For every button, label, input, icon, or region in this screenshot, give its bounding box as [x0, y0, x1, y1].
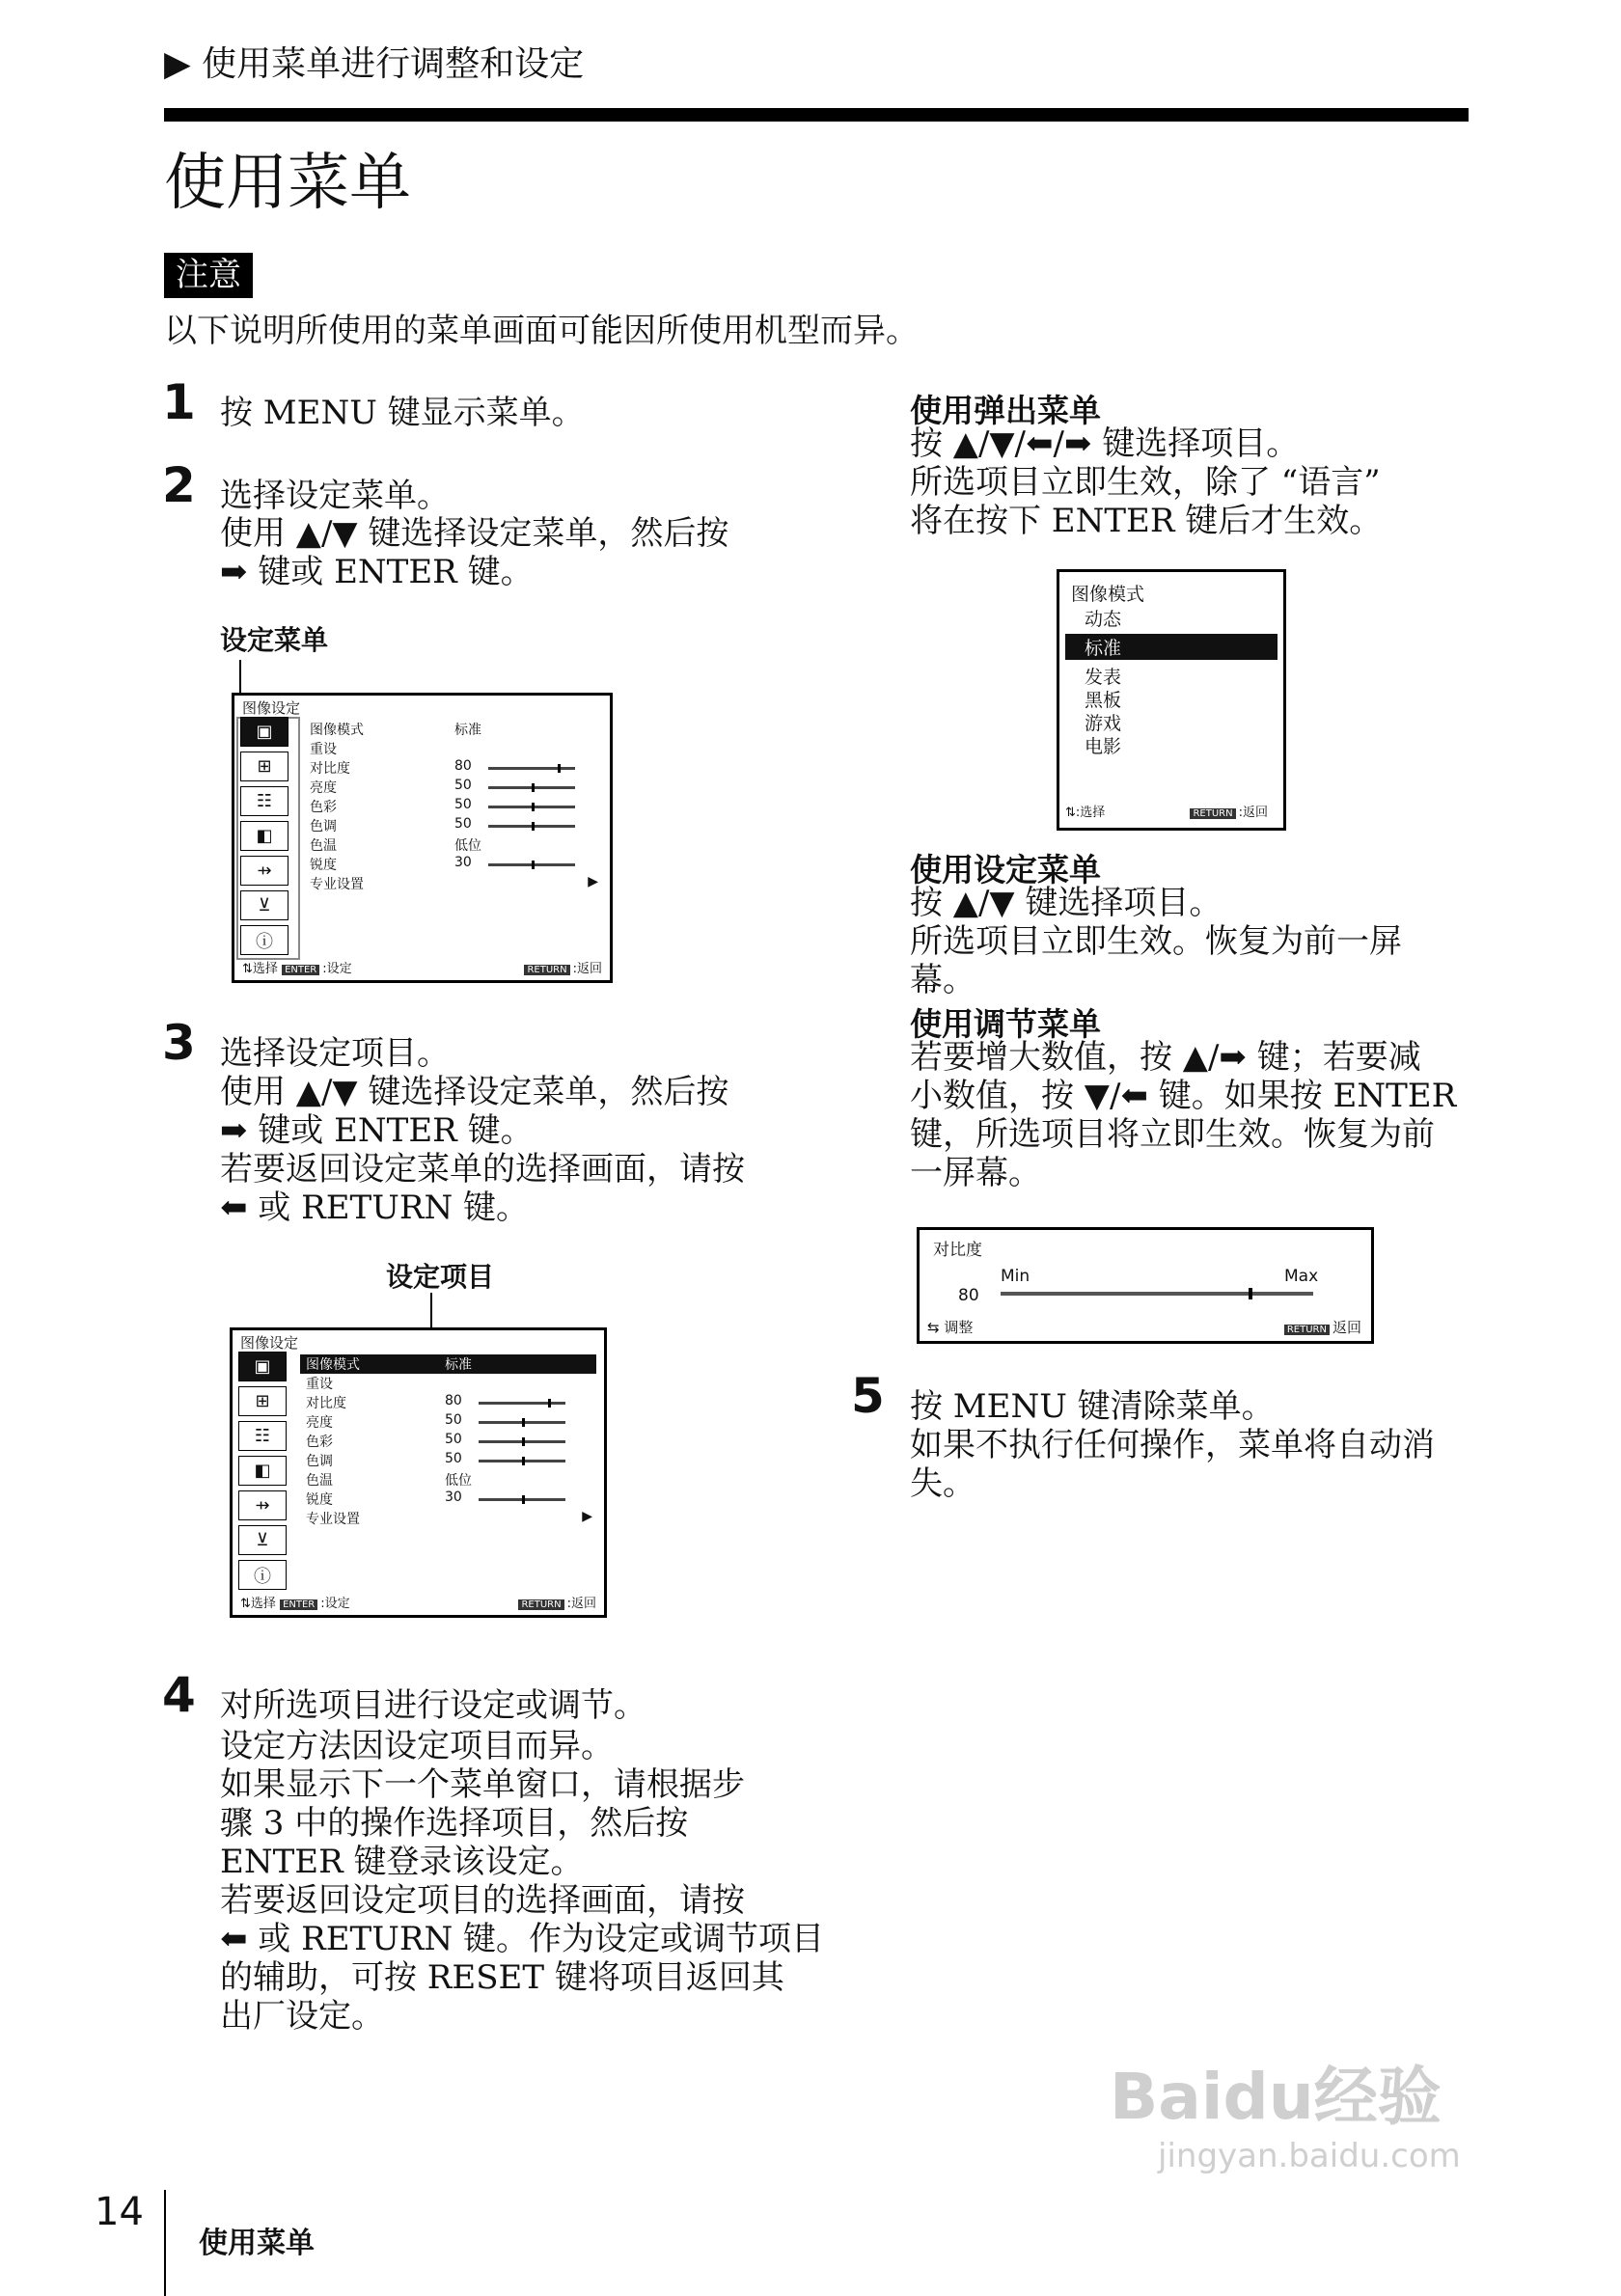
- popup-option-selected[interactable]: 标准: [1065, 634, 1278, 660]
- body-text: 按 ▲/▼/⬅/➡ 键选择项目。: [910, 424, 1300, 463]
- popup-option[interactable]: 发表: [1085, 667, 1122, 688]
- menu-row[interactable]: 亮度 50: [300, 1412, 596, 1432]
- adjust-title: 对比度: [933, 1241, 982, 1260]
- step-heading: 对所选项目进行设定或调节。: [220, 1686, 646, 1725]
- menu-row[interactable]: 图像模式 标准: [310, 723, 481, 738]
- step-text: 失。: [910, 1464, 975, 1503]
- step-text: 如果不执行任何操作，菜单将自动消: [910, 1426, 1435, 1464]
- step-text: 若要返回设定项目的选择画面，请按: [220, 1881, 745, 1920]
- step-number: 3: [162, 1015, 196, 1071]
- footer-section: 使用菜单: [199, 2227, 315, 2260]
- page-title: 使用菜单: [164, 148, 411, 219]
- menu-row-selected[interactable]: 图像模式 标准: [300, 1354, 596, 1374]
- body-text: 键，所选项目将立即生效。恢复为前: [910, 1115, 1435, 1154]
- menu-footer: ⇅选择 ENTER :设定 RETURN :返回: [240, 1597, 596, 1611]
- menu-row[interactable]: 色彩 50: [310, 797, 602, 816]
- popup-option[interactable]: 动态: [1085, 609, 1122, 630]
- info-icon[interactable]: ⓘ: [238, 1560, 287, 1590]
- step-text: 骤 3 中的操作选择项目，然后按: [220, 1804, 689, 1843]
- menu-title: 图像设定: [240, 1334, 299, 1352]
- body-text: 一屏幕。: [910, 1154, 1041, 1192]
- function-icon[interactable]: ☷: [238, 1421, 287, 1451]
- callout-label: 设定菜单: [220, 624, 329, 656]
- step-text: 若要返回设定菜单的选择画面，请按: [220, 1150, 745, 1189]
- section-heading: 使用弹出菜单: [910, 392, 1101, 429]
- menu-row[interactable]: 重设: [310, 742, 337, 757]
- popup-title: 图像模式: [1071, 584, 1145, 605]
- adjust-value: 80: [958, 1286, 979, 1305]
- setup-icon[interactable]: ◧: [240, 821, 288, 851]
- step-heading: 选择设定项目。: [220, 1034, 450, 1073]
- step-text: 使用 ▲/▼ 键选择设定菜单，然后按: [220, 514, 729, 553]
- menu-row[interactable]: 对比度 80: [300, 1393, 596, 1412]
- body-text: 小数值，按 ▼/⬅ 键。如果按 ENTER: [910, 1077, 1457, 1115]
- step-text: 使用 ▲/▼ 键选择设定菜单，然后按: [220, 1073, 729, 1111]
- popup-footer: ⇅:选择 RETURN :返回: [1065, 806, 1268, 820]
- body-text: 幕。: [910, 961, 975, 999]
- info-icon[interactable]: ⓘ: [240, 925, 288, 955]
- submenu-arrow-icon: ▶: [588, 874, 598, 889]
- breadcrumb: ▶ 使用菜单进行调整和设定: [164, 44, 585, 84]
- menu-row[interactable]: 对比度 80: [310, 758, 602, 778]
- menu-footer: ⇅选择 ENTER :设定 RETURN :返回: [242, 962, 602, 976]
- popup-option[interactable]: 电影: [1085, 736, 1122, 757]
- step-text: ENTER 键登录该设定。: [220, 1843, 584, 1881]
- connection-icon[interactable]: ⇸: [240, 856, 288, 886]
- step-text: ⬅ 或 RETURN 键。: [220, 1189, 530, 1227]
- menu-title: 图像设定: [242, 699, 301, 717]
- footer-divider: [164, 2190, 166, 2296]
- menu-row[interactable]: 锐度 30: [310, 855, 602, 874]
- section-heading: 使用设定菜单: [910, 851, 1101, 888]
- popup-option[interactable]: 游戏: [1085, 713, 1122, 734]
- step-number: 1: [162, 374, 196, 430]
- note-badge: 注意: [164, 253, 253, 298]
- step-heading: 选择设定菜单。: [220, 477, 450, 515]
- picture-icon[interactable]: ▣: [240, 717, 288, 747]
- adjust-slider-track[interactable]: [1001, 1292, 1313, 1296]
- popup-menu-screen: [1057, 569, 1286, 831]
- screen-icon[interactable]: ⊞: [238, 1386, 287, 1416]
- menu-row[interactable]: 重设: [306, 1377, 333, 1392]
- picture-icon[interactable]: ▣: [238, 1352, 287, 1381]
- installation-icon[interactable]: ⊻: [240, 890, 288, 920]
- arrow-keys-icon: ⇅: [242, 962, 253, 976]
- connection-icon[interactable]: ⇸: [238, 1490, 287, 1520]
- menu-row[interactable]: 色温 低位: [306, 1473, 472, 1489]
- section-heading: 使用调节菜单: [910, 1005, 1101, 1043]
- menu-row[interactable]: 色温 低位: [310, 838, 481, 854]
- installation-icon[interactable]: ⊻: [238, 1525, 287, 1555]
- adjust-max-label: Max: [1284, 1267, 1319, 1286]
- step-text: 设定方法因设定项目而异。: [220, 1727, 614, 1765]
- popup-option[interactable]: 黑板: [1085, 690, 1122, 711]
- menu-row[interactable]: 锐度 30: [300, 1490, 596, 1509]
- step-text: ➡ 键或 ENTER 键。: [220, 553, 534, 591]
- step-text: ⬅ 或 RETURN 键。作为设定或调节项目: [220, 1920, 825, 1958]
- menu-row[interactable]: 色调 50: [300, 1451, 596, 1470]
- body-text: 按 ▲/▼ 键选择项目。: [910, 884, 1223, 922]
- menu-row[interactable]: 专业设置 ▶: [306, 1509, 592, 1527]
- callout-label: 设定项目: [386, 1261, 495, 1293]
- note-text: 以下说明所使用的菜单画面可能因所使用机型而异。: [164, 312, 919, 350]
- step-text: 出厂设定。: [220, 1997, 384, 2036]
- step-number: 4: [162, 1667, 196, 1723]
- menu-row[interactable]: 色彩 50: [300, 1432, 596, 1451]
- menu-row[interactable]: 亮度 50: [310, 778, 602, 797]
- setup-icon[interactable]: ◧: [238, 1456, 287, 1486]
- arrow-keys-icon: ⇅: [240, 1597, 251, 1611]
- adjust-slider-knob[interactable]: [1249, 1288, 1252, 1299]
- screen-icon[interactable]: ⊞: [240, 752, 288, 781]
- menu-row[interactable]: 专业设置 ▶: [310, 874, 598, 892]
- step-heading: 按 MENU 键显示菜单。: [220, 394, 585, 432]
- menu-row[interactable]: 色调 50: [310, 816, 602, 835]
- top-rule: [164, 108, 1469, 122]
- page-number: 14: [95, 2190, 144, 2234]
- arrow-keys-icon: ⇅: [1065, 806, 1076, 820]
- step-heading: 按 MENU 键清除菜单。: [910, 1387, 1275, 1426]
- submenu-arrow-icon: ▶: [582, 1509, 592, 1524]
- step-text: 如果显示下一个菜单窗口，请根据步: [220, 1765, 745, 1804]
- adjust-menu-screen: [917, 1227, 1374, 1344]
- body-text: 将在按下 ENTER 键后才生效。: [910, 502, 1383, 540]
- adjust-return: RETURN 返回: [1284, 1317, 1361, 1337]
- step-text: 的辅助，可按 RESET 键将项目返回其: [220, 1958, 784, 1997]
- step-number: 5: [851, 1368, 885, 1424]
- left-right-keys-icon: ⇆: [927, 1319, 940, 1336]
- step-number: 2: [162, 457, 196, 513]
- watermark: Baidu经验 jingyan.baidu.com: [1110, 2060, 1461, 2175]
- settings-item-screen: [230, 1327, 607, 1618]
- body-text: 所选项目立即生效，除了 “语言”: [910, 463, 1381, 502]
- adjust-footer: ⇆ 调整: [927, 1319, 974, 1336]
- body-text: 所选项目立即生效。恢复为前一屏: [910, 922, 1402, 961]
- function-icon[interactable]: ☷: [240, 786, 288, 816]
- body-text: 若要增大数值，按 ▲/➡ 键；若要减: [910, 1038, 1421, 1077]
- settings-menu-screen: [232, 693, 613, 983]
- step-text: ➡ 键或 ENTER 键。: [220, 1111, 534, 1150]
- adjust-min-label: Min: [1001, 1267, 1030, 1286]
